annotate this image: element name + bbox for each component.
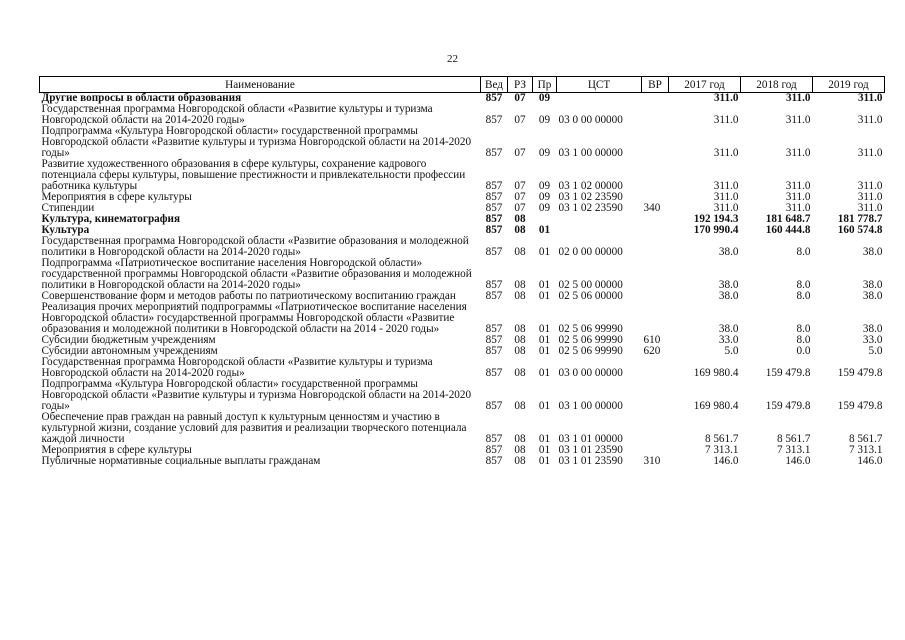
cell-2019: 159 479.8 bbox=[837, 400, 883, 412]
header-2017: 2017 год bbox=[669, 77, 741, 93]
cell-name: Реализация прочих мероприятий подпрограммы «Патриотическое воспитание населения Новгородской области» государственной программы Новгородской области «Развитие образования и молодежной политики в Новгородской области на 2014 - 2020 годы» bbox=[41, 301, 467, 335]
cell-2019: 159 479.8 bbox=[837, 367, 883, 379]
cell-2018: 311.0 bbox=[785, 191, 811, 203]
cell-pr: 09 bbox=[538, 191, 551, 203]
cell-2019: 8 561.7 bbox=[848, 433, 883, 445]
cell-2017: 38.0 bbox=[718, 279, 739, 291]
cell-pr: 01 bbox=[538, 367, 551, 379]
cell-rz: 08 bbox=[514, 246, 526, 258]
cell-rz: 08 bbox=[514, 455, 526, 467]
cell-rz: 08 bbox=[514, 290, 526, 302]
cell-rz: 08 bbox=[514, 400, 526, 412]
cell-cst: 03 0 00 00000 bbox=[558, 367, 623, 379]
cell-name: Государственная программа Новгородской области «Развитие образования и молодежной политики в Новгородской области на 2014-2020 годы» bbox=[41, 235, 469, 258]
cell-2019: 311.0 bbox=[857, 191, 883, 203]
cell-2017: 192 194.3 bbox=[693, 213, 739, 225]
cell-2019: 181 778.7 bbox=[837, 213, 883, 225]
cell-vr bbox=[642, 104, 669, 126]
cell-2019: 5.0 bbox=[868, 345, 883, 357]
header-name: Наименование bbox=[40, 77, 481, 93]
cell-vr bbox=[642, 291, 669, 302]
cell-pr: 01 bbox=[538, 345, 551, 357]
cell-2018: 8.0 bbox=[796, 290, 811, 302]
cell-name: Мероприятия в сфере культуры bbox=[41, 191, 192, 203]
cell-cst: 03 1 00 00000 bbox=[558, 147, 623, 159]
cell-vr: 620 bbox=[643, 345, 661, 357]
table-row bbox=[40, 104, 885, 126]
cell-pr: 01 bbox=[538, 444, 551, 456]
cell-cst bbox=[557, 214, 642, 225]
cell-rz: 08 bbox=[514, 279, 526, 291]
cell-2019: 38.0 bbox=[862, 279, 883, 291]
table-row bbox=[40, 192, 885, 203]
cell-2018: 8.0 bbox=[796, 334, 811, 346]
table-row bbox=[40, 412, 885, 445]
cell-2018: 0.0 bbox=[796, 345, 811, 357]
cell-pr: 01 bbox=[538, 433, 551, 445]
cell-vr bbox=[642, 159, 669, 192]
cell-2018: 311.0 bbox=[785, 202, 811, 214]
cell-rz: 08 bbox=[514, 444, 526, 456]
table-row bbox=[40, 258, 885, 291]
cell-rz: 07 bbox=[514, 92, 526, 104]
cell-cst: 03 1 01 00000 bbox=[558, 433, 623, 445]
cell-pr: 01 bbox=[538, 400, 551, 412]
cell-2019: 7 313.1 bbox=[848, 444, 883, 456]
cell-ved: 857 bbox=[485, 290, 503, 302]
table-row bbox=[40, 456, 885, 467]
cell-cst: 02 5 00 00000 bbox=[558, 279, 623, 291]
cell-2017: 38.0 bbox=[718, 323, 739, 335]
cell-ved: 857 bbox=[485, 345, 503, 357]
table-row bbox=[40, 236, 885, 258]
cell-2017: 38.0 bbox=[718, 290, 739, 302]
cell-2017: 7 313.1 bbox=[704, 444, 739, 456]
cell-ved: 857 bbox=[485, 400, 503, 412]
cell-rz: 07 bbox=[514, 202, 526, 214]
cell-2018: 159 479.8 bbox=[765, 367, 811, 379]
cell-vr: 610 bbox=[643, 334, 661, 346]
cell-name: Культура, кинематография bbox=[41, 213, 180, 225]
cell-ved: 857 bbox=[485, 246, 503, 258]
cell-name: Подпрограмма «Культура Новгородской области» государственной программы Новгородской области «Развитие культуры и туризма Новгородской области на 2014-2020 годы» bbox=[41, 378, 472, 412]
cell-cst: 02 5 06 99990 bbox=[558, 334, 623, 346]
cell-rz: 08 bbox=[514, 345, 526, 357]
cell-name: Субсидии бюджетным учреждениям bbox=[41, 334, 216, 346]
cell-name: Публичные нормативные социальные выплаты гражданам bbox=[41, 455, 321, 467]
cell-ved: 857 bbox=[485, 433, 503, 445]
cell-2019: 146.0 bbox=[857, 455, 883, 467]
cell-ved: 857 bbox=[485, 367, 503, 379]
cell-cst: 03 1 02 23590 bbox=[558, 202, 623, 214]
cell-name: Совершенствование форм и методов работы по патриотическому воспитанию граждан bbox=[41, 290, 456, 302]
cell-ved: 857 bbox=[485, 323, 503, 335]
cell-vr bbox=[642, 302, 669, 335]
cell-2019: 311.0 bbox=[857, 180, 883, 192]
header-rz: РЗ bbox=[508, 77, 533, 93]
cell-name: Развитие художественного образования в сфере культуры, сохранение кадрового потенциала сферы культуры, повышение престижности и привлекательности профессии работника культуры bbox=[41, 158, 466, 192]
cell-2019: 311.0 bbox=[857, 147, 883, 159]
cell-cst bbox=[557, 225, 642, 236]
cell-name: Мероприятия в сфере культуры bbox=[41, 444, 192, 456]
header-ved: Вед bbox=[481, 77, 508, 93]
cell-vr bbox=[642, 258, 669, 291]
cell-2018: 160 444.8 bbox=[765, 224, 811, 236]
cell-cst: 03 1 02 00000 bbox=[558, 180, 623, 192]
table-row bbox=[40, 379, 885, 412]
cell-2017: 311.0 bbox=[713, 147, 739, 159]
header-vr: ВР bbox=[642, 77, 669, 93]
cell-name: Субсидии автономным учреждениям bbox=[41, 345, 218, 357]
cell-cst: 02 5 06 99990 bbox=[558, 323, 623, 335]
cell-pr: 01 bbox=[538, 246, 551, 258]
cell-cst: 03 1 02 23590 bbox=[558, 191, 623, 203]
cell-ved: 857 bbox=[485, 180, 503, 192]
cell-pr: 09 bbox=[538, 114, 551, 126]
cell-cst: 03 1 00 00000 bbox=[558, 400, 623, 412]
cell-rz: 07 bbox=[514, 147, 526, 159]
table-body bbox=[40, 93, 885, 468]
cell-rz: 07 bbox=[514, 191, 526, 203]
cell-ved: 857 bbox=[485, 213, 503, 225]
cell-2018: 311.0 bbox=[785, 147, 811, 159]
cell-2017: 169 980.4 bbox=[693, 367, 739, 379]
cell-ved: 857 bbox=[485, 444, 503, 456]
cell-rz: 07 bbox=[514, 180, 526, 192]
cell-2017: 33.0 bbox=[718, 334, 739, 346]
cell-vr bbox=[642, 225, 669, 236]
cell-cst: 02 5 06 00000 bbox=[558, 290, 623, 302]
cell-2019: 160 574.8 bbox=[837, 224, 883, 236]
cell-vr bbox=[642, 236, 669, 258]
cell-rz: 08 bbox=[514, 367, 526, 379]
cell-name: Подпрограмма «Культура Новгородской области» государственной программы Новгородской области «Развитие культуры и туризма Новгородской области на 2014-2020 годы» bbox=[41, 125, 472, 159]
table-row bbox=[40, 126, 885, 159]
cell-vr: 340 bbox=[643, 202, 661, 214]
cell-ved: 857 bbox=[485, 92, 503, 104]
cell-name: Обеспечение прав граждан на равный доступ к культурным ценностям и участию в культурной жизни, создание условий для развития и реализации творческого потенциала каждой личности bbox=[41, 411, 467, 445]
cell-2018: 8 561.7 bbox=[776, 433, 811, 445]
cell-name: Государственная программа Новгородской области «Развитие культуры и туризма Новгородской области на 2014-2020 годы» bbox=[41, 356, 433, 379]
cell-vr bbox=[642, 379, 669, 412]
cell-2019: 311.0 bbox=[857, 202, 883, 214]
cell-ved: 857 bbox=[485, 224, 503, 236]
cell-ved: 857 bbox=[485, 334, 503, 346]
cell-2018: 311.0 bbox=[785, 114, 811, 126]
cell-ved: 857 bbox=[485, 191, 503, 203]
cell-vr bbox=[642, 412, 669, 445]
cell-ved: 857 bbox=[485, 455, 503, 467]
cell-2018: 8.0 bbox=[796, 279, 811, 291]
cell-2018: 8.0 bbox=[796, 246, 811, 258]
cell-2017: 169 980.4 bbox=[693, 400, 739, 412]
cell-pr: 01 bbox=[538, 290, 551, 302]
table-row bbox=[40, 159, 885, 192]
cell-rz: 08 bbox=[514, 323, 526, 335]
cell-cst: 02 5 06 99990 bbox=[558, 345, 623, 357]
cell-2017: 311.0 bbox=[713, 191, 739, 203]
cell-2018: 7 313.1 bbox=[776, 444, 811, 456]
cell-pr: 01 bbox=[538, 279, 551, 291]
cell-cst: 02 0 00 00000 bbox=[558, 246, 623, 258]
cell-2018: 146.0 bbox=[785, 455, 811, 467]
header-pr: Пр bbox=[533, 77, 557, 93]
cell-2017: 311.0 bbox=[713, 114, 739, 126]
cell-2017: 311.0 bbox=[713, 202, 739, 214]
cell-2019: 38.0 bbox=[862, 290, 883, 302]
page-number: 22 bbox=[447, 53, 458, 65]
cell-name: Культура bbox=[41, 224, 90, 236]
table-row bbox=[40, 302, 885, 335]
header-2018: 2018 год bbox=[741, 77, 813, 93]
cell-2017: 311.0 bbox=[713, 92, 739, 104]
cell-name: Подпрограмма «Патриотическое воспитание населения Новгородской области» государственной программы Новгородской области «Развитие образования и молодежной политики в Новгородской области на 2014-2020 годы» bbox=[41, 257, 472, 291]
cell-cst: 03 1 01 23590 bbox=[558, 444, 623, 456]
cell-cst: 03 1 01 23590 bbox=[558, 455, 623, 467]
cell-pr: 09 bbox=[538, 147, 551, 159]
cell-2017: 8 561.7 bbox=[704, 433, 739, 445]
cell-pr: 09 bbox=[538, 180, 551, 192]
cell-name: Другие вопросы в области образования bbox=[41, 92, 242, 104]
cell-2018: 159 479.8 bbox=[765, 400, 811, 412]
cell-2018: 311.0 bbox=[785, 92, 811, 104]
cell-2019: 33.0 bbox=[862, 334, 883, 346]
cell-2019: 38.0 bbox=[862, 323, 883, 335]
budget-table bbox=[39, 76, 885, 467]
cell-2018: 311.0 bbox=[785, 180, 811, 192]
cell-rz: 07 bbox=[514, 114, 526, 126]
cell-2017: 5.0 bbox=[724, 345, 739, 357]
cell-vr bbox=[642, 93, 669, 105]
cell-2019: 311.0 bbox=[857, 114, 883, 126]
cell-pr: 01 bbox=[538, 455, 551, 467]
cell-rz: 08 bbox=[514, 433, 526, 445]
table-row bbox=[40, 214, 885, 225]
cell-pr: 09 bbox=[538, 202, 551, 214]
cell-2019: 38.0 bbox=[862, 246, 883, 258]
cell-rz: 08 bbox=[514, 334, 526, 346]
header-cst: ЦСТ bbox=[557, 77, 642, 93]
cell-ved: 857 bbox=[485, 279, 503, 291]
table-row bbox=[40, 357, 885, 379]
cell-ved: 857 bbox=[485, 202, 503, 214]
cell-cst bbox=[557, 93, 642, 105]
cell-pr: 01 bbox=[538, 224, 551, 236]
cell-2017: 311.0 bbox=[713, 180, 739, 192]
cell-pr: 09 bbox=[538, 92, 551, 104]
cell-2017: 170 990.4 bbox=[693, 224, 739, 236]
cell-vr: 310 bbox=[643, 455, 661, 467]
cell-2018: 181 648.7 bbox=[765, 213, 811, 225]
cell-vr bbox=[642, 126, 669, 159]
header-row bbox=[40, 77, 885, 93]
cell-vr bbox=[642, 214, 669, 225]
header-2019: 2019 год bbox=[813, 77, 885, 93]
cell-2017: 146.0 bbox=[713, 455, 739, 467]
cell-cst: 03 0 00 00000 bbox=[558, 114, 623, 126]
cell-name: Государственная программа Новгородской области «Развитие культуры и туризма Новгородской области на 2014-2020 годы» bbox=[41, 103, 433, 126]
cell-rz: 08 bbox=[514, 224, 526, 236]
cell-2019: 311.0 bbox=[857, 92, 883, 104]
cell-ved: 857 bbox=[485, 114, 503, 126]
cell-ved: 857 bbox=[485, 147, 503, 159]
cell-vr bbox=[642, 357, 669, 379]
cell-2017: 38.0 bbox=[718, 246, 739, 258]
cell-rz: 08 bbox=[514, 213, 526, 225]
cell-name: Стипендии bbox=[41, 202, 95, 214]
cell-pr: 01 bbox=[538, 334, 551, 346]
cell-pr: 01 bbox=[538, 323, 551, 335]
cell-2018: 8.0 bbox=[796, 323, 811, 335]
